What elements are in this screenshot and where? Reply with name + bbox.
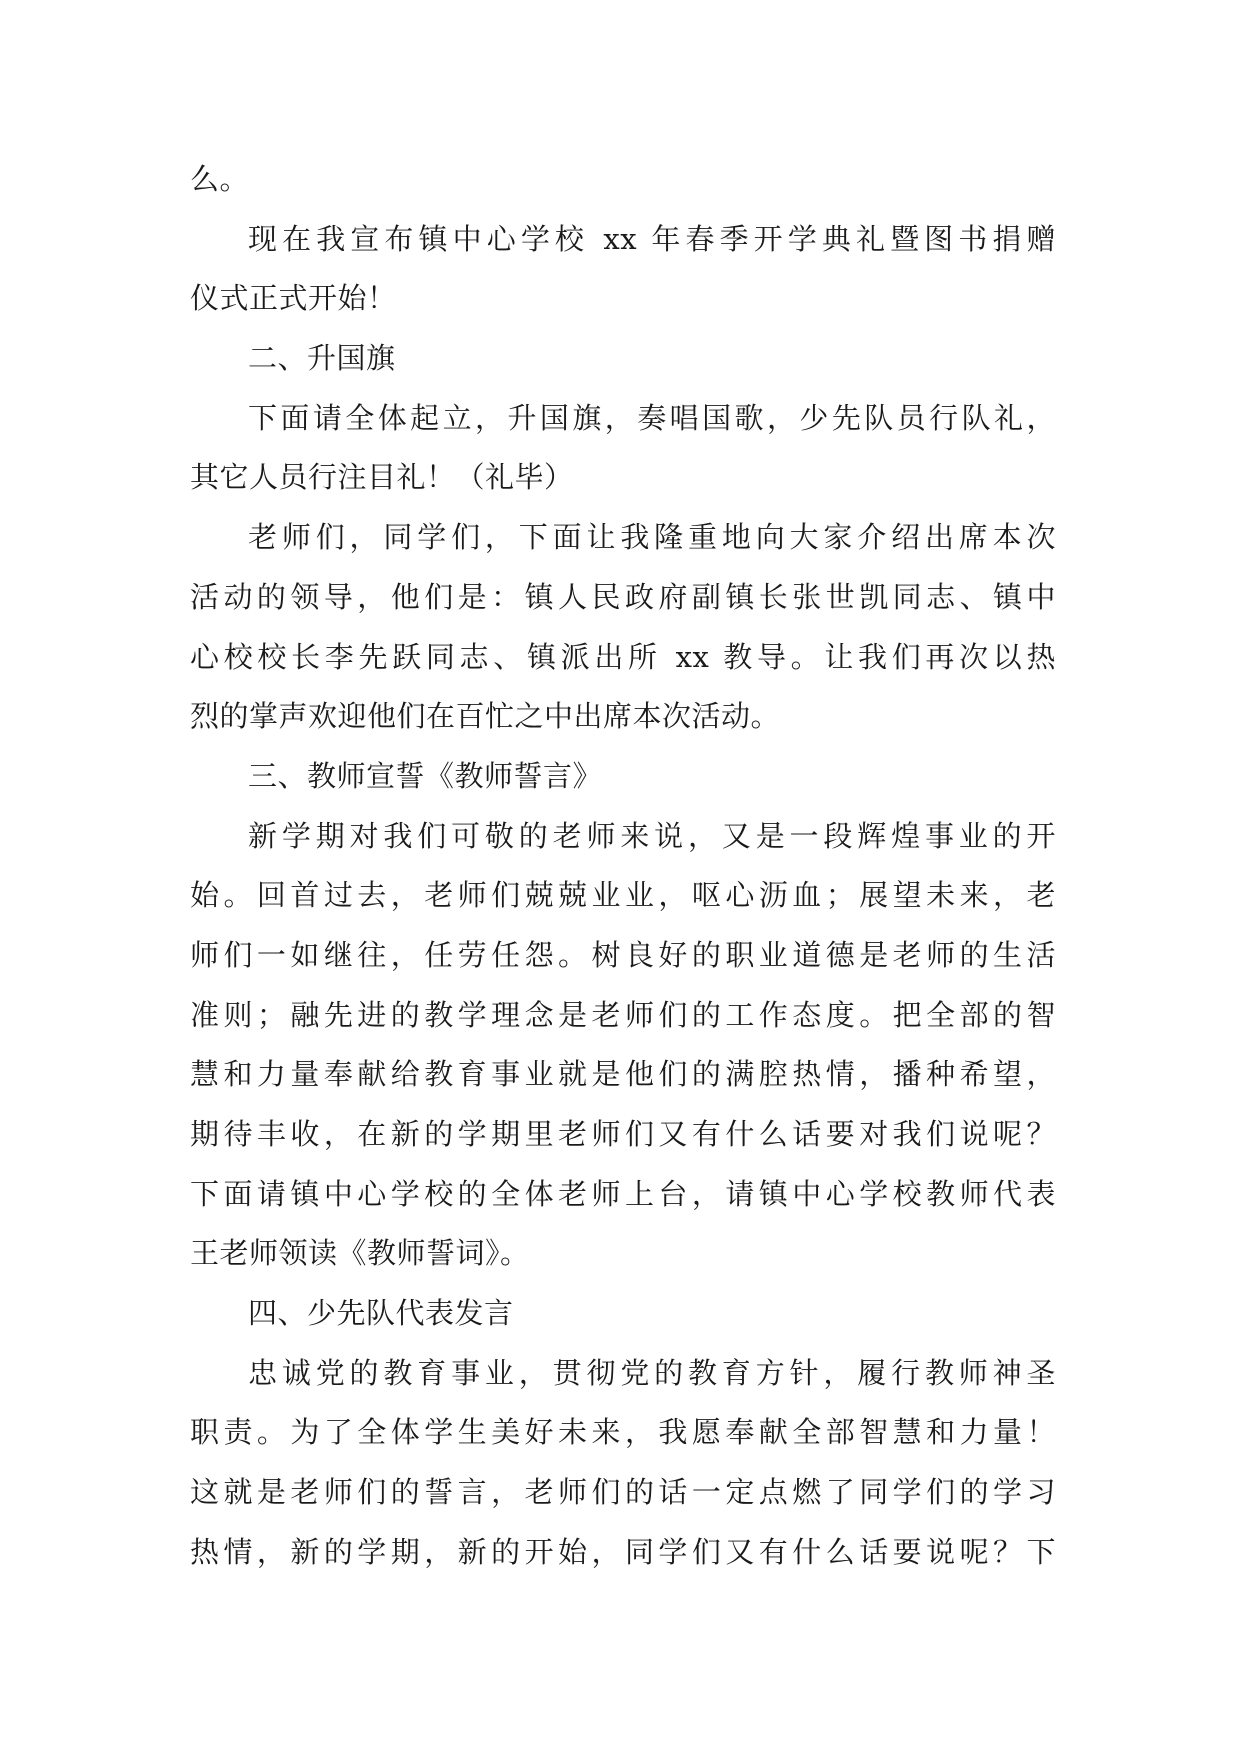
text-line: 心校校长李先跃同志、镇派出所 xx 教导。让我们再次以热 <box>190 639 1056 674</box>
text-line: 这就是老师们的誓言，老师们的话一定点燃了同学们的学习 <box>190 1475 1056 1510</box>
text-line: 老师们，同学们，下面让我隆重地向大家介绍出席本次 <box>248 520 1056 555</box>
text-line: 忠诚党的教育事业，贯彻党的教育方针，履行教师神圣 <box>248 1355 1056 1390</box>
text-line: 王老师领读《教师誓词》。 <box>190 1236 530 1271</box>
document-body <box>190 150 1056 1583</box>
text-line: 仪式正式开始！ <box>190 281 397 316</box>
text-line: 慧和力量奉献给教育事业就是他们的满腔热情，播种希望， <box>190 1057 1056 1092</box>
text-line: 职责。为了全体学生美好未来，我愿奉献全部智慧和力量！ <box>190 1415 1056 1450</box>
text-line: 准则；融先进的教学理念是老师们的工作态度。把全部的智 <box>190 997 1056 1032</box>
text-line: 么。 <box>190 162 250 196</box>
text-line: 烈的掌声欢迎他们在百忙之中出席本次活动。 <box>190 699 781 734</box>
text-line: 始。回首过去，老师们兢兢业业，呕心沥血；展望未来，老 <box>190 878 1056 913</box>
text-line: 活动的领导，他们是：镇人民政府副镇长张世凯同志、镇中 <box>190 579 1056 614</box>
text-line: 其它人员行注目礼！（礼毕） <box>190 460 574 495</box>
text-line: 师们一如继往，任劳任怨。树良好的职业道德是老师的生活 <box>190 937 1056 972</box>
text-line: 下面请全体起立，升国旗，奏唱国歌，少先队员行队礼， <box>248 400 1056 435</box>
text-line: 三、教师宣誓《教师誓言》 <box>248 758 603 793</box>
text-line: 期待丰收，在新的学期里老师们又有什么话要对我们说呢？ <box>190 1117 1056 1151</box>
text-line: 下面请镇中心学校的全体老师上台，请镇中心学校教师代表 <box>190 1176 1056 1211</box>
text-line: 新学期对我们可敬的老师来说，又是一段辉煌事业的开 <box>248 818 1056 853</box>
text-line: 二、升国旗 <box>248 341 396 376</box>
text-line: 现在我宣布镇中心学校 xx 年春季开学典礼暨图书捐赠 <box>248 221 1056 256</box>
text-line: 热情，新的学期，新的开始，同学们又有什么话要说呢？下 <box>190 1534 1056 1569</box>
text-line: 四、少先队代表发言 <box>248 1296 514 1331</box>
